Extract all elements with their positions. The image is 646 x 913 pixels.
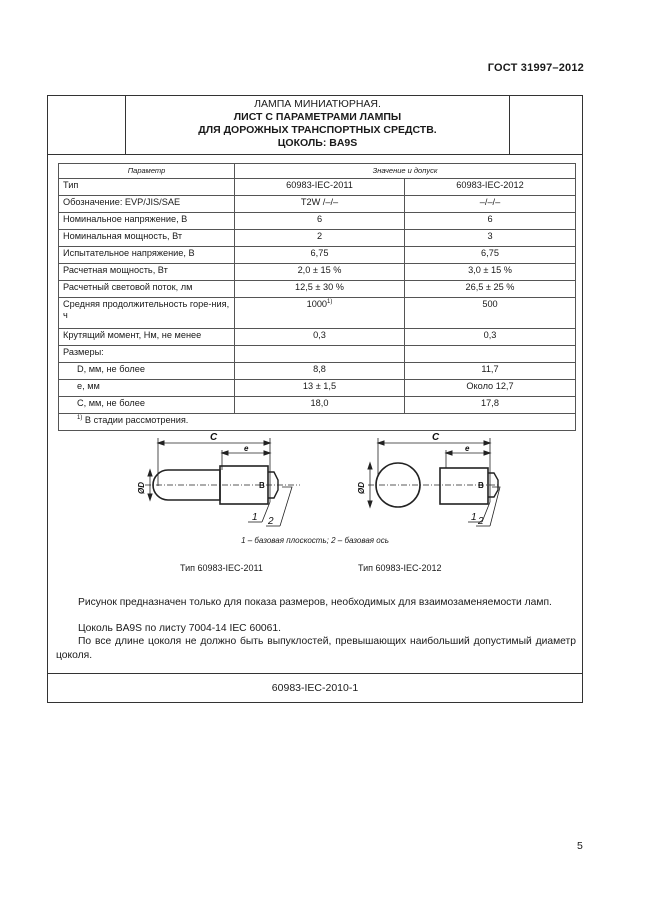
arrow-icon <box>484 441 490 445</box>
figure-type-right: Тип 60983-IEC-2012 <box>358 563 442 573</box>
table-row <box>59 230 576 247</box>
header-title-box <box>125 96 510 154</box>
param-cell: Средняя продолжительность горе-ния, ч <box>59 298 235 329</box>
value-cell: 18,0 <box>235 397 405 414</box>
value-cell: 13 ± 1,5 <box>235 380 405 397</box>
value-cell <box>235 298 405 329</box>
value-cell <box>405 346 576 363</box>
table-row <box>59 363 576 380</box>
value-cell: Около 12,7 <box>405 380 576 397</box>
lamp-dimension-drawing <box>137 428 500 538</box>
param-cell: Номинальная мощность, Вт <box>59 230 235 247</box>
table-row <box>59 397 576 414</box>
lamp-drawing-2011 <box>145 438 300 526</box>
value-cell: 500 <box>405 298 576 329</box>
value-cell: 60983-IEC-2012 <box>405 179 576 196</box>
param-cell: D, мм, не более <box>59 363 235 380</box>
value-cell: T2W /–/– <box>235 196 405 213</box>
value-cell: 3 <box>405 230 576 247</box>
arrow-icon <box>264 451 270 455</box>
column-header-parameter: Параметр <box>59 164 235 179</box>
standard-code: ГОСТ 31997–2012 <box>487 62 584 74</box>
arrow-icon <box>222 451 228 455</box>
footnote-ref: 1) <box>327 299 333 305</box>
leader-line <box>490 487 500 526</box>
arrow-icon <box>158 441 164 445</box>
callout-2: 2 <box>268 516 274 527</box>
param-cell: Номинальное напряжение, В <box>59 213 235 230</box>
dim-label-e: e <box>465 444 470 453</box>
table-row-torque <box>59 329 576 346</box>
table-row <box>59 196 576 213</box>
value-cell: 11,7 <box>405 363 576 380</box>
value-cell: 6 <box>235 213 405 230</box>
value-cell: 6,75 <box>235 247 405 264</box>
figure-type-left: Тип 60983-IEC-2011 <box>180 563 263 573</box>
value-cell: –/–/– <box>405 196 576 213</box>
life-value: 1000 <box>306 299 328 309</box>
table-row-dims-title <box>59 346 576 363</box>
value-cell: 0,3 <box>235 329 405 346</box>
sheet-header <box>48 96 582 155</box>
footnote-mark: 1) <box>77 415 83 421</box>
value-cell: 6 <box>405 213 576 230</box>
table-row-life <box>59 298 576 329</box>
value-cell: 0,3 <box>405 329 576 346</box>
note-paragraph-2: Цоколь BA9S по листу 7004-14 IEC 60061. <box>78 623 281 634</box>
arrow-icon <box>484 451 490 455</box>
value-cell <box>235 346 405 363</box>
arrow-icon <box>378 441 384 445</box>
value-cell: 17,8 <box>405 397 576 414</box>
value-cell: 60983-IEC-2011 <box>235 179 405 196</box>
parameter-sheet-frame <box>47 95 583 703</box>
leader-line <box>280 487 292 526</box>
value-cell: 12,5 ± 30 % <box>235 281 405 298</box>
param-cell: Испытательное напряжение, В <box>59 247 235 264</box>
callout-1: 1 <box>471 512 477 523</box>
table-row <box>59 380 576 397</box>
param-cell: Расчетный световой поток, лм <box>59 281 235 298</box>
dim-label-d: ØD <box>137 482 146 494</box>
value-cell: 6,75 <box>405 247 576 264</box>
note-paragraph-3: По все длине цоколя не должно быть выпуклостей, превышающих наибольший допустимый диаметр цоколя. <box>56 636 576 661</box>
arrow-icon <box>148 470 152 476</box>
table-row <box>59 247 576 264</box>
value-cell: 3,0 ± 15 % <box>405 264 576 281</box>
param-cell: e, мм <box>59 380 235 397</box>
figure-caption: 1 – базовая плоскость; 2 – базовая ось <box>241 536 389 545</box>
param-cell: Крутящий момент, Нм, не менее <box>59 329 235 346</box>
value-cell: 8,8 <box>235 363 405 380</box>
parameters-table <box>58 163 576 431</box>
header-line-2: ЛИСТ С ПАРАМЕТРАМИ ЛАМПЫ <box>233 111 402 123</box>
arrow-icon <box>368 463 372 469</box>
sheet-footer-code: 60983-IEC-2010-1 <box>48 673 582 703</box>
table-row <box>59 213 576 230</box>
base-label-b: B <box>478 481 484 490</box>
arrow-icon <box>264 441 270 445</box>
value-cell: 2,0 ± 15 % <box>235 264 405 281</box>
param-cell: Обозначение: EVP/JIS/SAE <box>59 196 235 213</box>
note-paragraph-1: Рисунок предназначен только для показа размеров, необходимых для взаимозаменяемости ламп. <box>78 597 552 608</box>
base-label-b: B <box>259 481 265 490</box>
column-header-value: Значение и допуск <box>235 164 576 179</box>
page-number: 5 <box>577 840 583 852</box>
dim-label-c: C <box>432 432 440 443</box>
table-row <box>59 179 576 196</box>
value-cell: 2 <box>235 230 405 247</box>
header-line-4: ЦОКОЛЬ: BA9S <box>277 137 358 149</box>
param-cell: Расчетная мощность, Вт <box>59 264 235 281</box>
table-row <box>59 281 576 298</box>
arrow-icon <box>148 494 152 500</box>
param-cell: Размеры: <box>59 346 235 363</box>
dim-label-c: C <box>210 432 218 443</box>
table-row <box>59 264 576 281</box>
value-cell: 26,5 ± 25 % <box>405 281 576 298</box>
table-header-row <box>59 164 576 179</box>
param-cell: C, мм, не более <box>59 397 235 414</box>
dim-label-d: ØD <box>357 482 366 494</box>
header-line-1: ЛАМПА МИНИАТЮРНАЯ. <box>254 98 381 110</box>
callout-1: 1 <box>252 512 258 523</box>
param-cell: Тип <box>59 179 235 196</box>
header-line-3: ДЛЯ ДОРОЖНЫХ ТРАНСПОРТНЫХ СРЕДСТВ. <box>198 124 437 136</box>
dim-label-e: e <box>244 444 249 453</box>
arrow-icon <box>446 451 452 455</box>
footnote-text: В стадии рассмотрения. <box>82 415 189 425</box>
arrow-icon <box>368 501 372 507</box>
callout-2: 2 <box>478 516 484 527</box>
